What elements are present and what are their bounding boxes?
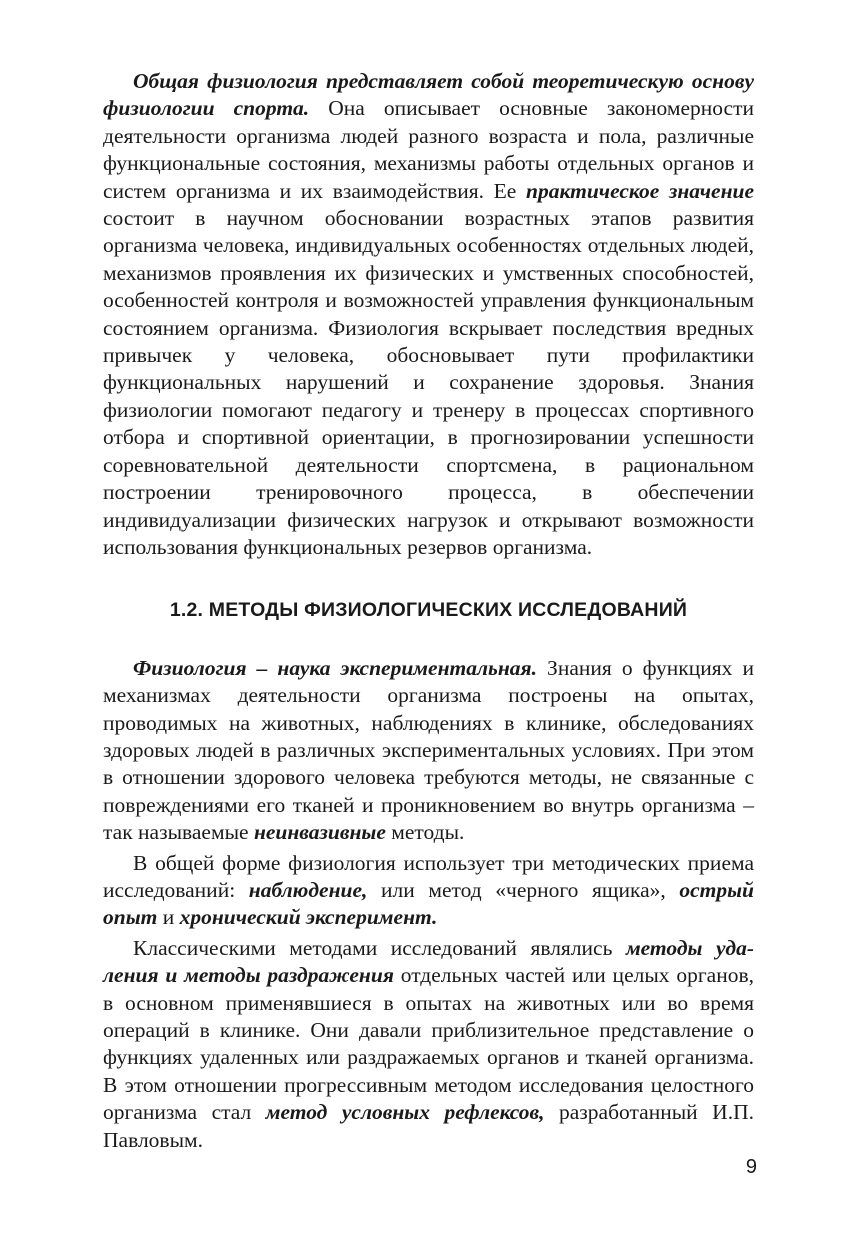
emphasis: метод условных рефлексов,: [265, 1100, 545, 1125]
paragraph-general-physiology: [103, 68, 754, 561]
lead-emphasis: Физиология – наука экспериментальная.: [133, 655, 537, 680]
emphasis: неинвазивные: [253, 820, 386, 845]
paragraph-text: или метод «черного ящика»,: [367, 877, 680, 902]
paragraph-three-methods: [103, 850, 754, 932]
paragraph-text: состоит в научном обосновании возрастных этапов развития организма человека, индивидуальных особенностях отдельных людей, механизмов проявления их физических и умственных способностей, особенностей контроля и возможностей управления функциональным состоянием организма. Физиология вскрывает последствия вредных привычек у человека, обосновывает пути профилактики функциональных нарушений и сохранение здоровья. Знания физиологии помогают педагогу и тренеру в процессах спортивного отбора и спортивной ориентации, в прогнозировании успешности соревновательной деятельности спортсмена, в рациональном построении тренировочного процесса, в обеспечении индивидуализации физических нагрузок и открывают возможности использования функциональных резервов организма.: [103, 206, 754, 559]
emphasis: хронический эксперимент.: [179, 905, 438, 930]
emphasis: практическое значение: [526, 178, 754, 203]
paragraph-text: Классическими методами исследований являлись: [133, 935, 626, 960]
emphasis: методы удаления и методы раздражения: [103, 935, 755, 988]
lead-emphasis: Общая физиология представляет собой теоретическую основу физиологии спорта.: [103, 69, 754, 121]
paragraph-text: отдельных частей или целых органов, в основном применявшиеся в опытах на животных или во время операций в клинике. Они давали приблизительное представление о функциях удаленных или раздражаемых органов и тканей организма. В этом отношении прогрессивным методом исследования целостного организма стал: [103, 963, 754, 1125]
emphasis: острый опыт: [103, 877, 754, 930]
page-number: 9: [745, 1156, 757, 1178]
document-page: [103, 68, 754, 1154]
paragraph-text: В общей форме физиология использует три методических приема исследований:: [103, 850, 754, 902]
section-heading: 1.2. МЕТОДЫ ФИЗИОЛОГИЧЕСКИХ ИССЛЕДОВАНИЙ: [169, 599, 688, 622]
paragraph-classical-methods: [103, 935, 754, 1154]
paragraph-text: и: [157, 905, 180, 930]
paragraph-text: Она описывает основные закономерности деятельности организма людей разного возраста и пола, различные функциональные состояния, механизмы работы отдельных органов и систем организма и их взаимодействия. Ее: [103, 96, 754, 203]
paragraph-text: разработанный И.П. Павловым.: [103, 1100, 754, 1152]
emphasis: наблюдение,: [248, 877, 368, 902]
paragraph-experimental-science: [103, 655, 754, 847]
paragraph-text: методы.: [385, 820, 465, 845]
paragraph-text: Знания о функциях и механизмах деятельности организма построены на опытах, проводимых на животных, наблюдениях в клинике, обследованиях здоровых людей в различных экспериментальных условиях. При этом в отношении здорового человека требуются методы, не связанные с повреждениями его тканей и проникновением во внутрь организма – так называемые: [103, 655, 754, 845]
